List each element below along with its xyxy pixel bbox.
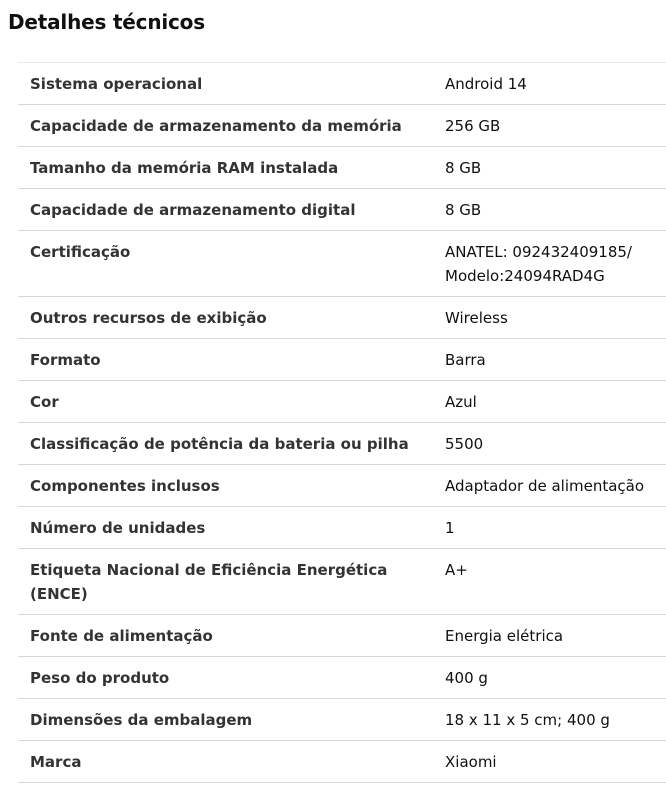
- spec-label: Componentes inclusos: [18, 465, 445, 507]
- spec-value: Adaptador de alimentação: [445, 465, 666, 507]
- table-row: [18, 231, 666, 297]
- spec-label: Número de unidades: [18, 507, 445, 549]
- spec-value-line: ANATEL: 092432409185/: [445, 243, 632, 261]
- specs-table: [18, 62, 666, 783]
- table-row: [18, 105, 666, 147]
- spec-label: Capacidade de armazenamento da memória: [18, 105, 445, 147]
- spec-label: Marca: [18, 741, 445, 783]
- spec-value: [445, 231, 666, 297]
- table-row: [18, 147, 666, 189]
- spec-value: 8 GB: [445, 189, 666, 231]
- table-row: [18, 507, 666, 549]
- table-row: [18, 549, 666, 615]
- spec-label: Certificação: [18, 231, 445, 297]
- spec-label: Capacidade de armazenamento digital: [18, 189, 445, 231]
- table-row: [18, 63, 666, 105]
- spec-label: Outros recursos de exibição: [18, 297, 445, 339]
- spec-value: Energia elétrica: [445, 615, 666, 657]
- spec-value: 1: [445, 507, 666, 549]
- spec-label: Fonte de alimentação: [18, 615, 445, 657]
- spec-value: 18 x 11 x 5 cm; 400 g: [445, 699, 666, 741]
- spec-value: Android 14: [445, 63, 666, 105]
- spec-label: [18, 549, 445, 615]
- spec-value: A+: [445, 549, 666, 615]
- spec-value: Azul: [445, 381, 666, 423]
- table-row: [18, 657, 666, 699]
- table-row: [18, 339, 666, 381]
- table-row: [18, 465, 666, 507]
- spec-value: 8 GB: [445, 147, 666, 189]
- table-row: [18, 297, 666, 339]
- spec-label: Peso do produto: [18, 657, 445, 699]
- spec-label-line: Etiqueta Nacional de Eficiência Energética: [30, 561, 388, 579]
- spec-label: Cor: [18, 381, 445, 423]
- table-row: [18, 189, 666, 231]
- spec-value: 5500: [445, 423, 666, 465]
- table-row: [18, 699, 666, 741]
- table-row: [18, 615, 666, 657]
- spec-value: 256 GB: [445, 105, 666, 147]
- spec-value: Wireless: [445, 297, 666, 339]
- spec-label: Sistema operacional: [18, 63, 445, 105]
- spec-value-line: Modelo:24094RAD4G: [445, 267, 605, 285]
- section-title: Detalhes técnicos: [8, 10, 205, 34]
- spec-label: Tamanho da memória RAM instalada: [18, 147, 445, 189]
- spec-value: Xiaomi: [445, 741, 666, 783]
- table-row: [18, 381, 666, 423]
- spec-label-line: (ENCE): [30, 585, 88, 603]
- spec-label: Formato: [18, 339, 445, 381]
- spec-value: Barra: [445, 339, 666, 381]
- table-row: [18, 423, 666, 465]
- spec-label: Dimensões da embalagem: [18, 699, 445, 741]
- table-row: [18, 741, 666, 783]
- spec-value: 400 g: [445, 657, 666, 699]
- spec-label: Classificação de potência da bateria ou pilha: [18, 423, 445, 465]
